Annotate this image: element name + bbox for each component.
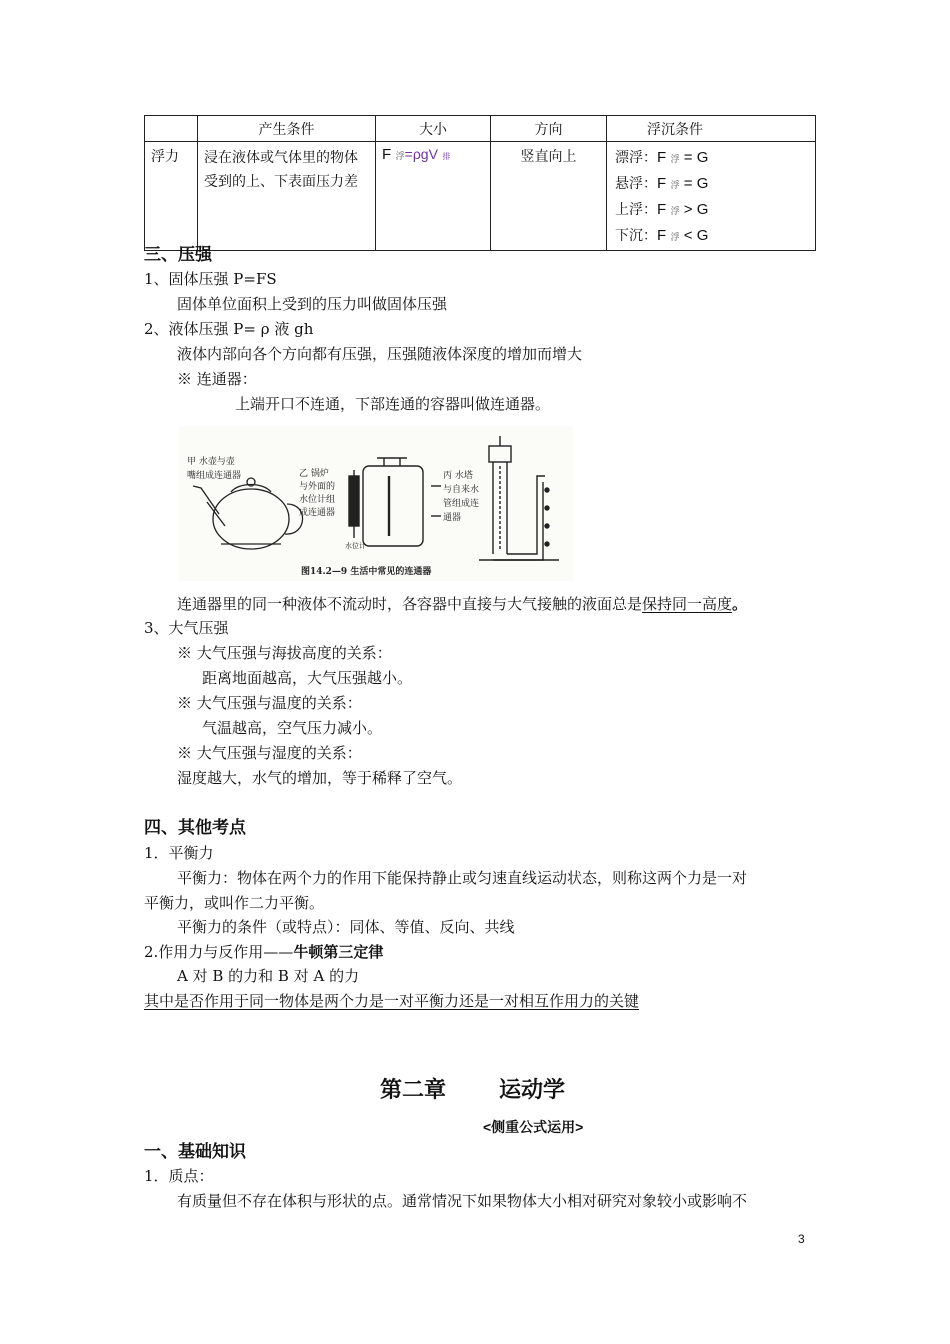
connector-title: ※ 连通器： (177, 370, 257, 388)
action-reaction-desc: A 对 B 的力和 B 对 A 的力 (177, 967, 360, 985)
section-heading: 三、压强 (144, 245, 212, 265)
particle-desc: 有质量但不存在体积与形状的点。通常情况下如果物体大小相对研究对象较小或影响不 (177, 1192, 748, 1210)
direction-cell: 竖直向上 (491, 142, 607, 251)
condition-name: 下沉： (615, 228, 657, 244)
connector-rule-end: 。 (732, 595, 748, 613)
figure-illustration (179, 426, 573, 581)
teapot-icon (193, 478, 303, 549)
connected-vessels-figure (179, 426, 573, 581)
item-atmospheric-pressure: 3、大气压强 (144, 619, 229, 637)
force-symbol: F (657, 201, 667, 218)
force-subscript: 浮 (670, 155, 680, 165)
item-solid-pressure: 1、固体压强 P=FS (144, 270, 277, 288)
condition-rise (615, 198, 809, 224)
section-heading: 四、其他考点 (144, 818, 246, 838)
force-subscript: 浮 (670, 233, 680, 243)
page-number: 3 (798, 1232, 805, 1246)
item-particle: 1．质点： (144, 1167, 214, 1185)
condition-relation: > G (679, 201, 709, 218)
buoyancy-table (144, 115, 816, 251)
connector-rule-text: 连通器里的同一种液体不流动时，各容器中直接与大气接触的液面总是 (177, 595, 643, 613)
action-reaction-prefix: 2.作用力与反作用—— (144, 943, 294, 961)
row-label: 浮力 (145, 142, 198, 251)
solid-pressure-desc: 固体单位面积上受到的压力叫做固体压强 (177, 295, 448, 313)
figure-label-c: 丙 水塔 (443, 471, 473, 481)
header-cell-conditions: 浮沉条件 (607, 116, 816, 142)
force-symbol: F (382, 146, 392, 163)
figure-caption: 图14.2—9 生活中常见的连通器 (301, 567, 432, 577)
conditions-cell (607, 142, 816, 251)
force-symbol: F (657, 227, 667, 244)
magnitude-cell (376, 142, 491, 251)
force-symbol: F (657, 149, 667, 166)
force-subscript: 浮 (670, 207, 680, 217)
volume-subscript: 排 (442, 152, 451, 161)
force-subscript: 浮 (395, 152, 405, 162)
chapter-subtitle: <侧重公式运用> (483, 1119, 584, 1135)
cause-line: 受到的上、下表面压力差 (204, 174, 358, 190)
figure-label-b: 水位计组 (299, 495, 336, 505)
condition-relation: = G (679, 175, 709, 192)
condition-name: 悬浮： (615, 176, 657, 192)
cause-line: 浸在液体或气体里的物体 (204, 150, 358, 166)
balanced-force-desc: 平衡力：物体在两个力的作用下能保持静止或匀速直线运动状态，则称这两个力是一对 (177, 869, 748, 887)
condition-relation: < G (679, 227, 709, 244)
chapter-title: 运动学 (499, 1078, 566, 1103)
condition-float (615, 146, 809, 172)
key-point-line: 其中是否作用于同一物体是两个力是一对平衡力还是一对相互作用力的关键 (144, 992, 640, 1010)
condition-name: 上浮： (615, 202, 657, 218)
figure-label-c: 管组成连 (443, 499, 480, 509)
item-action-reaction (144, 942, 383, 963)
buoyancy-formula: =ρgV (404, 146, 438, 162)
figure-label-b: 成连通器 (299, 508, 336, 518)
item-liquid-pressure: 2、液体压强 P= ρ 液 gh (144, 320, 314, 338)
altitude-title: ※ 大气压强与海拔高度的关系： (177, 644, 392, 662)
temperature-title: ※ 大气压强与温度的关系： (177, 694, 362, 712)
temperature-desc: 气温越高，空气压力减小。 (202, 719, 383, 737)
newton-third-law: 牛顿第三定律 (293, 944, 384, 961)
header-cell-empty (145, 116, 198, 142)
figure-label-a: 甲 水壶与壶 (187, 457, 235, 467)
balanced-force-conditions: 平衡力的条件（或特点）：同体、等值、反向、共线 (177, 918, 515, 936)
water-tower-icon (479, 436, 559, 560)
figure-label-b: 与外面的 (299, 482, 336, 492)
condition-suspend (615, 172, 809, 198)
figure-label-b: 乙 锅炉 (299, 469, 329, 479)
condition-sink (615, 224, 809, 250)
cause-cell (198, 142, 376, 251)
altitude-desc: 距离地面越高，大气压强越小。 (202, 669, 413, 687)
chapter-number: 第二章 (380, 1078, 447, 1103)
balanced-force-desc-cont: 平衡力，或叫作二力平衡。 (144, 894, 325, 912)
humidity-desc: 湿度越大，水气的增加，等于稀释了空气。 (177, 769, 463, 787)
figure-label-gauge: 水位计 (345, 542, 366, 550)
section-heading: 一、基础知识 (144, 1142, 246, 1162)
liquid-pressure-desc: 液体内部向各个方向都有压强，压强随液体深度的增加而增大 (177, 345, 583, 363)
header-cell-direction: 方向 (491, 116, 607, 142)
force-symbol: F (657, 175, 667, 192)
connector-rule (177, 594, 747, 614)
boiler-icon (349, 458, 441, 546)
humidity-title: ※ 大气压强与湿度的关系： (177, 744, 362, 762)
connector-rule-emphasis: 保持同一高度 (642, 595, 733, 613)
table-header-row (145, 116, 816, 142)
condition-relation: = G (679, 149, 709, 166)
connector-desc: 上端开口不连通，下部连通的容器叫做连通器。 (235, 395, 551, 413)
figure-label-a: 嘴组成连通器 (187, 471, 242, 481)
figure-label-c: 与自来水 (443, 485, 480, 495)
item-balanced-force: 1．平衡力 (144, 844, 214, 862)
condition-name: 漂浮： (615, 150, 657, 166)
header-cell-cause: 产生条件 (198, 116, 376, 142)
table-row (145, 142, 816, 251)
figure-label-c: 通器 (443, 513, 462, 523)
force-subscript: 浮 (670, 181, 680, 191)
header-cell-magnitude: 大小 (376, 116, 491, 142)
